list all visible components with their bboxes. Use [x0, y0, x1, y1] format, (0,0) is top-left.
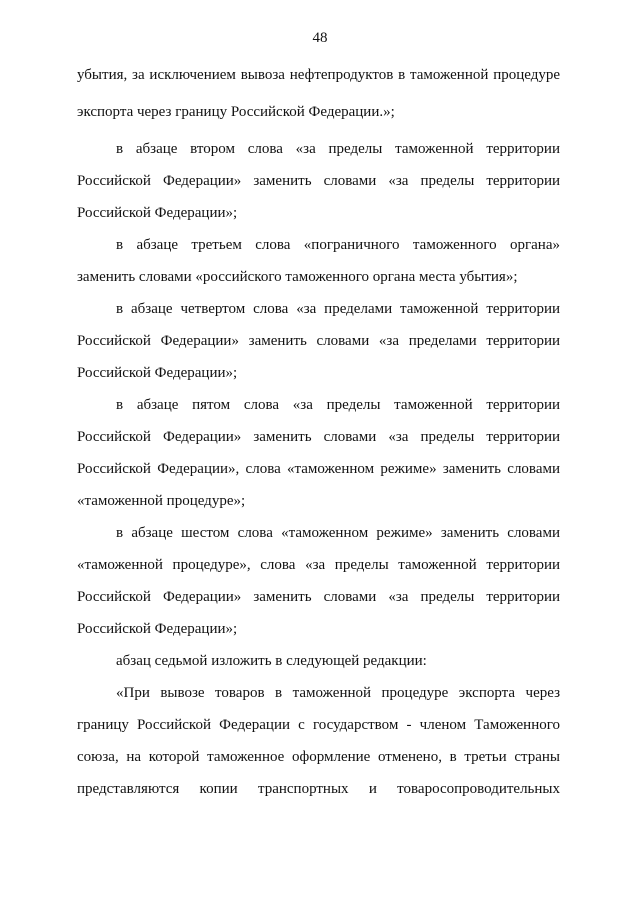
text-line-3: в абзаце втором слова «за пределы таможенной территории [116, 141, 560, 157]
text-line-19: абзац седьмой изложить в следующей редакции: [116, 653, 427, 669]
text-line-13: Российской Федерации», слова «таможенном режиме» заменить словами [77, 461, 560, 477]
text-line-1: убытия, за исключением вывоза нефтепродуктов в таможенной процедуре [77, 67, 560, 83]
text-line-10: Российской Федерации»; [77, 365, 238, 381]
text-line-18: Российской Федерации»; [77, 621, 238, 637]
text-line-5: Российской Федерации»; [77, 205, 238, 221]
text-line-8: в абзаце четвертом слова «за пределами таможенной территории [116, 301, 560, 317]
text-line-17: Российской Федерации» заменить словами «за пределы территории [77, 589, 560, 605]
text-line-14: «таможенной процедуре»; [77, 493, 246, 509]
text-line-15: в абзаце шестом слова «таможенном режиме» заменить словами [116, 525, 560, 541]
text-line-9: Российской Федерации» заменить словами «за пределами территории [77, 333, 560, 349]
text-line-16: «таможенной процедуре», слова «за пределы таможенной территории [77, 557, 560, 573]
text-line-22: союза, на которой таможенное оформление отменено, в третьи страны [77, 749, 560, 765]
text-line-7: заменить словами «российского таможенного органа места убытия»; [77, 269, 518, 285]
text-line-6: в абзаце третьем слова «пограничного таможенного органа» [116, 237, 560, 253]
text-line-21: границу Российской Федерации с государством - членом Таможенного [77, 717, 560, 733]
text-line-20: «При вывозе товаров в таможенной процедуре экспорта через [116, 685, 560, 701]
text-line-11: в абзаце пятом слова «за пределы таможенной территории [116, 397, 560, 413]
text-line-4: Российской Федерации» заменить словами «за пределы территории [77, 173, 560, 189]
page-number: 48 [312, 30, 328, 46]
text-line-23: представляются копии транспортных и товаросопроводительных [77, 781, 560, 797]
text-line-2: экспорта через границу Российской Федерации.»; [77, 104, 395, 120]
text-line-12: Российской Федерации» заменить словами «за пределы территории [77, 429, 560, 445]
